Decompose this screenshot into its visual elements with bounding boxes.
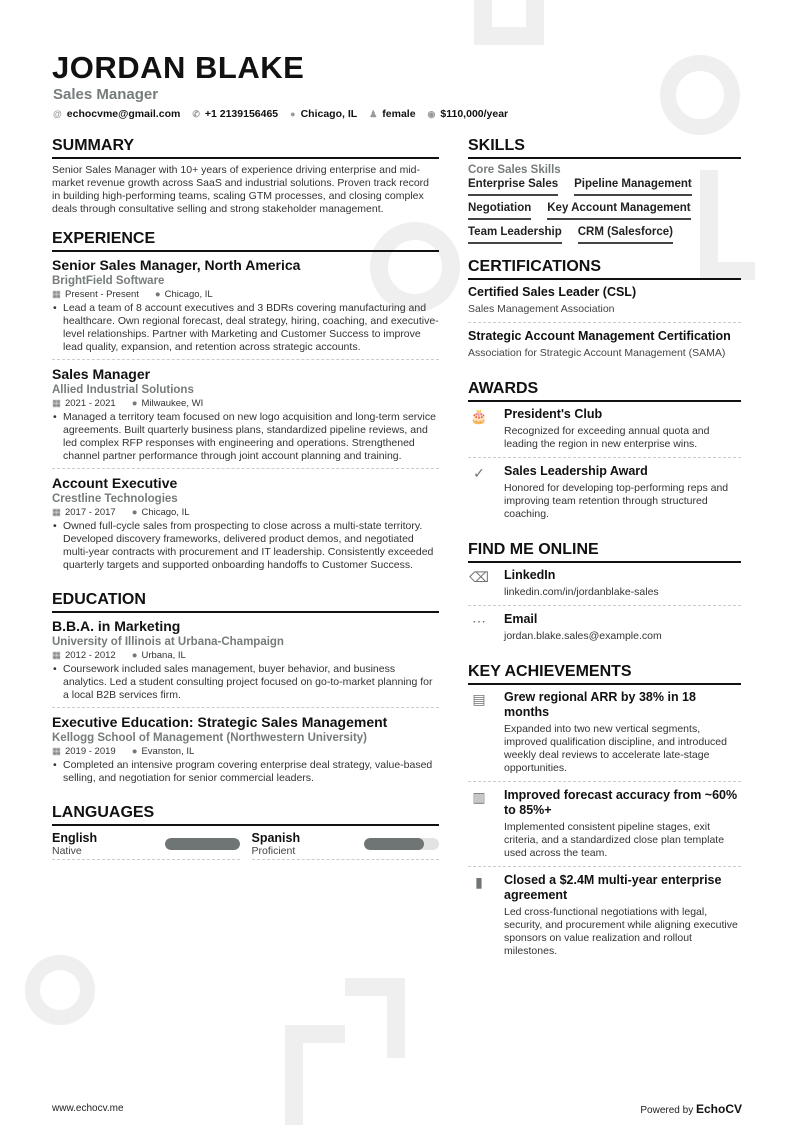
experience-entry xyxy=(52,366,439,469)
entry-dates: ▦ Present - Present xyxy=(52,289,139,300)
item-title: Grew regional ARR by 38% in 18 months xyxy=(504,690,696,719)
entry-location: ● Evanston, IL xyxy=(131,746,195,757)
section-heading: FIND ME ONLINE xyxy=(468,541,741,563)
entry-bullet: • Completed an intensive program covering enterprise deal strategy, value-based selling, and negotiation for senior commercial leaders. xyxy=(52,759,439,785)
language-proficiency-bar xyxy=(364,838,439,850)
calendar-icon: ▦ xyxy=(52,507,61,518)
skill-tag: Negotiation xyxy=(468,202,531,220)
language-name: Spanish xyxy=(251,831,301,845)
contact-email[interactable]: @ echocvme@gmail.com xyxy=(53,108,181,120)
entry-bullet: • Coursework included sales management, buyer behavior, and business analytics. Led a student consulting project focused on go-to-market planning for a local B2B services firm. xyxy=(52,663,439,702)
email-icon: ⋯ xyxy=(472,613,486,629)
item-detail: Led cross-functional negotiations with legal, security, and procurement while aligning executive sponsors on value realization and rollout milestones. xyxy=(504,906,738,957)
item-detail: linkedin.com/in/jordanblake-sales xyxy=(504,586,659,598)
location-icon: ● xyxy=(131,650,138,661)
contact-salary: ◉ $110,000/year xyxy=(427,108,509,120)
proficiency-fill xyxy=(364,838,424,850)
entry-title: Senior Sales Manager, North America xyxy=(52,257,301,273)
section-heading: LANGUAGES xyxy=(52,804,439,826)
summary-section xyxy=(52,137,439,216)
language-item xyxy=(52,831,240,860)
at-icon: @ xyxy=(53,109,62,119)
item-detail: Implemented consistent pipeline stages, exit criteria, and a standardized close plan template used across the team. xyxy=(504,821,725,859)
online-item[interactable] xyxy=(468,568,741,606)
skills-section xyxy=(468,137,741,244)
section-heading: AWARDS xyxy=(468,380,741,402)
section-heading: SUMMARY xyxy=(52,137,439,159)
candidate-name: JORDAN BLAKE xyxy=(52,50,305,85)
languages-section xyxy=(52,804,439,860)
language-name: English xyxy=(52,831,98,845)
skill-tag: Enterprise Sales xyxy=(468,178,558,196)
skill-tag: Team Leadership xyxy=(468,226,562,244)
calendar-icon: ▦ xyxy=(52,650,61,661)
entry-organization: Crestline Technologies xyxy=(52,493,178,505)
entry-bullet: • Managed a territory team focused on new logo acquisition and long-term service agreements. Built quarterly business plans, standardized pipeline reviews, and led complex RFP responses with engineering and operations. Strengthened channel partner performance through joint account planning and training. xyxy=(52,411,439,463)
item-title: Sales Leadership Award xyxy=(504,464,648,478)
check-icon: ✓ xyxy=(473,465,485,481)
experience-section xyxy=(52,230,439,577)
certification-issuer: Association for Strategic Account Management (SAMA) xyxy=(468,347,726,359)
entry-title: Executive Education: Strategic Sales Management xyxy=(52,714,388,730)
entry-title: Sales Manager xyxy=(52,366,151,382)
entry-organization: Kellogg School of Management (Northwestern University) xyxy=(52,732,368,744)
online-item[interactable] xyxy=(468,612,741,649)
entry-location: ● Chicago, IL xyxy=(131,507,190,518)
online-section xyxy=(468,541,741,649)
education-entry xyxy=(52,618,439,708)
skill-tag: Pipeline Management xyxy=(574,178,692,196)
contact-bar xyxy=(53,108,508,120)
achievements-item xyxy=(468,690,741,782)
entry-location: ● Chicago, IL xyxy=(154,289,213,300)
awards-section xyxy=(468,380,741,527)
entry-dates: ▦ 2021 - 2021 xyxy=(52,398,116,409)
file-icon: ▥ xyxy=(472,789,486,805)
skill-tag: CRM (Salesforce) xyxy=(578,226,673,244)
location-icon: ● xyxy=(131,507,138,518)
entry-dates: ▦ 2019 - 2019 xyxy=(52,746,116,757)
entry-title: Account Executive xyxy=(52,475,178,491)
education-entry xyxy=(52,714,439,790)
item-detail: Recognized for exceeding annual quota and leading the region in new enterprise wins. xyxy=(504,425,710,450)
item-detail: Expanded into two new vertical segments, improved qualification discipline, and introduced weekly deal reviews to accelerate late-stage opportunities. xyxy=(504,723,727,774)
education-section xyxy=(52,591,439,790)
entry-title: B.B.A. in Marketing xyxy=(52,618,181,634)
experience-entry xyxy=(52,257,439,360)
certification-item xyxy=(468,285,741,323)
contact-gender: ♟ female xyxy=(369,108,416,120)
item-title: President's Club xyxy=(504,407,603,421)
certification-issuer: Sales Management Association xyxy=(468,303,615,315)
item-title: LinkedIn xyxy=(504,568,556,582)
language-level: Native xyxy=(52,845,82,857)
section-heading: EDUCATION xyxy=(52,591,439,613)
certifications-section xyxy=(468,258,741,366)
item-title: Closed a $2.4M multi-year enterprise agreement xyxy=(504,873,722,902)
item-title: Improved forecast accuracy from ~60% to 85%+ xyxy=(504,788,738,817)
calendar-icon: ▦ xyxy=(52,746,61,757)
certification-item xyxy=(468,329,741,366)
section-heading: CERTIFICATIONS xyxy=(468,258,741,280)
location-icon: ● xyxy=(290,109,296,119)
language-level: Proficient xyxy=(251,845,296,857)
entry-location: ● Milwaukee, WI xyxy=(131,398,204,409)
skill-tag: Key Account Management xyxy=(547,202,690,220)
calendar-icon: ▦ xyxy=(52,289,61,300)
linkedin-icon: ⌫ xyxy=(469,569,489,585)
phone-icon: ✆ xyxy=(192,109,200,119)
location-icon: ● xyxy=(154,289,161,300)
item-detail: Honored for developing top-performing reps and improving team retention through structured coaching. xyxy=(504,482,729,520)
bookmark-icon: ▮ xyxy=(475,874,483,890)
language-item xyxy=(252,831,440,860)
achievements-item xyxy=(468,788,741,867)
item-title: Email xyxy=(504,612,538,626)
entry-location: ● Urbana, IL xyxy=(131,650,186,661)
achievements-item xyxy=(468,873,741,964)
candidate-title: Sales Manager xyxy=(53,86,159,103)
footer-powered[interactable]: Powered by EchoCV xyxy=(640,1102,742,1116)
entry-organization: BrightField Software xyxy=(52,275,165,287)
experience-entry xyxy=(52,475,439,577)
skill-group-title: Core Sales Skills xyxy=(468,164,561,176)
entry-dates: ▦ 2012 - 2012 xyxy=(52,650,116,661)
cake-icon: 🎂 xyxy=(470,408,488,424)
entry-bullet: • Owned full-cycle sales from prospecting to close across a multi-state territory. Developed discovery frameworks, delivered product demos, and negotiated multi-year contracts with procurement and IT leadership. Consistently exceeded quarterly targets and supported onboarding handoffs to Customer Success. xyxy=(52,520,439,572)
calendar-icon: ▦ xyxy=(52,398,61,409)
location-icon: ● xyxy=(131,746,138,757)
footer-website[interactable]: www.echocv.me xyxy=(52,1103,124,1114)
money-icon: ◉ xyxy=(427,109,436,119)
awards-item xyxy=(468,407,741,458)
entry-bullet: • Lead a team of 8 account executives and 3 BDRs covering manufacturing and healthcare. Own regional forecast, deal strategy, hiring, coaching, and executive-level relationships. Partner with Marketing and Customer Success to improve lead quality, expansion, and retention across strategic accounts. xyxy=(52,302,439,354)
entry-organization: Allied Industrial Solutions xyxy=(52,384,194,396)
section-heading: EXPERIENCE xyxy=(52,230,439,252)
location-icon: ● xyxy=(131,398,138,409)
entry-organization: University of Illinois at Urbana-Champaign xyxy=(52,636,284,648)
language-proficiency-bar xyxy=(165,838,240,850)
section-heading: SKILLS xyxy=(468,137,741,159)
entry-dates: ▦ 2017 - 2017 xyxy=(52,507,116,518)
brand-logo: EchoCV xyxy=(695,1102,742,1116)
summary-text: Senior Sales Manager with 10+ years of experience driving enterprise and mid-market revenue growth across SaaS and industrial solutions. Proven track record in building high-performing teams, scaling GTM processes, and closing complex deals through consultative selling and strong stakeholder management. xyxy=(52,164,430,215)
certification-title: Certified Sales Leader (CSL) xyxy=(468,285,637,299)
item-detail: jordan.blake.sales@example.com xyxy=(504,630,662,642)
person-icon: ♟ xyxy=(369,109,378,119)
contact-location: ● Chicago, IL xyxy=(290,108,358,120)
search-doc-icon: ▤ xyxy=(472,691,486,707)
awards-item xyxy=(468,464,741,527)
certification-title: Strategic Account Management Certification xyxy=(468,329,731,343)
proficiency-fill xyxy=(165,838,240,850)
contact-phone[interactable]: ✆ +1 2139156465 xyxy=(192,108,279,120)
achievements-section xyxy=(468,663,741,964)
section-heading: KEY ACHIEVEMENTS xyxy=(468,663,741,685)
